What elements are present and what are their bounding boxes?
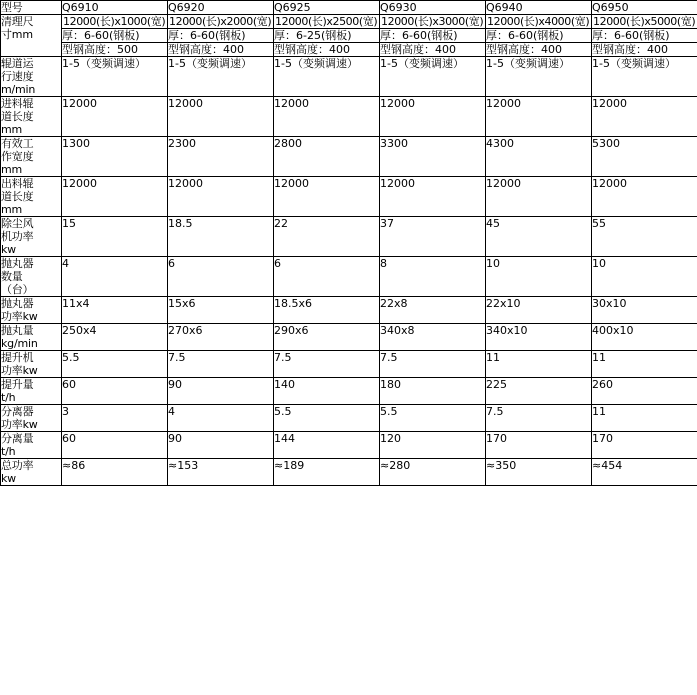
row-label-unit: 功率kw bbox=[1, 364, 38, 377]
cell-value: 4 bbox=[168, 405, 274, 432]
table-row bbox=[1, 459, 697, 486]
row-label-line: 分离器 bbox=[1, 405, 34, 418]
cell-value: 250x4 bbox=[62, 324, 168, 351]
cell-value: 5300 bbox=[592, 137, 697, 177]
row-label-unit: （台） bbox=[1, 283, 34, 296]
cell-value: 12000 bbox=[62, 97, 168, 137]
cell-value: 37 bbox=[380, 217, 486, 257]
table-row bbox=[1, 432, 697, 459]
cell-value: 6 bbox=[274, 257, 380, 297]
row-label-total-power bbox=[1, 459, 62, 486]
cell-value: 22x8 bbox=[380, 297, 486, 324]
cell-value: 225 bbox=[486, 378, 592, 405]
cell-value: 2300 bbox=[168, 137, 274, 177]
row-label-outfeed-roller-length bbox=[1, 177, 62, 217]
cell-value: 140 bbox=[274, 378, 380, 405]
cell-value: 3300 bbox=[380, 137, 486, 177]
table-row bbox=[1, 97, 697, 137]
header-label: Q6950 bbox=[592, 1, 629, 14]
cell-value: 340x10 bbox=[486, 324, 592, 351]
cell-value: 260 bbox=[592, 378, 697, 405]
cell-value: 5.5 bbox=[62, 351, 168, 378]
cell-value: 厚：6-25(钢板) bbox=[274, 29, 380, 43]
cell-value: 5.5 bbox=[380, 405, 486, 432]
cell-value: ≈454 bbox=[592, 459, 697, 486]
table-row bbox=[1, 137, 697, 177]
cell-value: 11 bbox=[592, 405, 697, 432]
cell-value: 1300 bbox=[62, 137, 168, 177]
cell-value: 厚：6-60(钢板) bbox=[168, 29, 274, 43]
cell-value: 厚：6-60(钢板) bbox=[62, 29, 168, 43]
row-label-elevator-capacity bbox=[1, 378, 62, 405]
cell-value: 7.5 bbox=[168, 351, 274, 378]
row-label-separator-capacity bbox=[1, 432, 62, 459]
row-label-line: 除尘风 bbox=[1, 217, 34, 230]
header-label: 型号 bbox=[1, 1, 23, 14]
cell-value: 12000 bbox=[274, 97, 380, 137]
cell-value: 12000(长)x5000(宽) bbox=[592, 15, 697, 29]
row-label-line: 出料辊 bbox=[1, 177, 34, 190]
cell-value: 12000 bbox=[380, 177, 486, 217]
cell-value: 型钢高度：500 bbox=[62, 43, 168, 57]
cell-value: 15x6 bbox=[168, 297, 274, 324]
cell-value: 型钢高度：400 bbox=[274, 43, 380, 57]
cell-value: 340x8 bbox=[380, 324, 486, 351]
cell-value: 45 bbox=[486, 217, 592, 257]
header-cell-q6910 bbox=[62, 1, 168, 15]
table-row bbox=[1, 15, 697, 29]
cell-value: 型钢高度：400 bbox=[486, 43, 592, 57]
cell-value: 90 bbox=[168, 432, 274, 459]
row-label-infeed-roller-length bbox=[1, 97, 62, 137]
row-label-shot-throw-rate bbox=[1, 324, 62, 351]
cell-value: 12000(长)x2000(宽) bbox=[168, 15, 274, 29]
cell-value: 11 bbox=[592, 351, 697, 378]
cell-value: 12000(长)x1000(宽) bbox=[62, 15, 168, 29]
row-label-line: 总功率 bbox=[1, 459, 34, 472]
cell-value: 180 bbox=[380, 378, 486, 405]
cell-value: 型钢高度：400 bbox=[380, 43, 486, 57]
header-label: Q6940 bbox=[486, 1, 523, 14]
cell-value: 12000(长)x2500(宽) bbox=[274, 15, 380, 29]
cell-value: 12000 bbox=[486, 177, 592, 217]
table-row bbox=[1, 405, 697, 432]
cell-value: 1-5（变频调速） bbox=[592, 57, 697, 97]
table-header-row bbox=[1, 1, 697, 15]
cell-value: 3 bbox=[62, 405, 168, 432]
row-label-line: 辊道运 bbox=[1, 57, 34, 70]
cell-value: 22 bbox=[274, 217, 380, 257]
cell-value: 60 bbox=[62, 432, 168, 459]
row-label-line: 道长度 bbox=[1, 190, 34, 203]
row-label-line: 提升机 bbox=[1, 351, 34, 364]
row-label-line: 抛丸器 bbox=[1, 297, 34, 310]
cell-value: 1-5（变频调速） bbox=[380, 57, 486, 97]
row-label-unit: kg/min bbox=[1, 337, 38, 350]
row-label-unit: t/h bbox=[1, 391, 16, 404]
row-label-unit: mm bbox=[1, 123, 23, 136]
table-body bbox=[1, 1, 697, 486]
row-label-unit: mm bbox=[1, 203, 23, 216]
row-label-line: 提升量 bbox=[1, 378, 34, 391]
table-row bbox=[1, 29, 697, 43]
table-row bbox=[1, 297, 697, 324]
table-row bbox=[1, 57, 697, 97]
row-label-line: 进料辊 bbox=[1, 97, 34, 110]
cell-value: 7.5 bbox=[274, 351, 380, 378]
cell-value: 170 bbox=[486, 432, 592, 459]
row-label-line: 机功率 bbox=[1, 230, 34, 243]
cell-value: ≈350 bbox=[486, 459, 592, 486]
row-label-line: 清理尺 bbox=[1, 15, 34, 28]
cell-value: 12000 bbox=[168, 177, 274, 217]
cell-value: 270x6 bbox=[168, 324, 274, 351]
row-label-effective-width bbox=[1, 137, 62, 177]
table-row bbox=[1, 257, 697, 297]
cell-value: 型钢高度：400 bbox=[592, 43, 697, 57]
cell-value: 1-5（变频调速） bbox=[168, 57, 274, 97]
cell-value: 170 bbox=[592, 432, 697, 459]
table-row bbox=[1, 351, 697, 378]
cell-value: 90 bbox=[168, 378, 274, 405]
cell-value: 12000 bbox=[168, 97, 274, 137]
row-label-cleaning-size bbox=[1, 15, 62, 57]
row-label-line: 有效工 bbox=[1, 137, 34, 150]
row-label-line: 寸mm bbox=[1, 28, 33, 41]
cell-value: 144 bbox=[274, 432, 380, 459]
row-label-unit: 功率kw bbox=[1, 310, 38, 323]
row-label-line: 作宽度 bbox=[1, 150, 34, 163]
cell-value: 10 bbox=[486, 257, 592, 297]
header-cell-q6940 bbox=[486, 1, 592, 15]
header-label: Q6925 bbox=[274, 1, 311, 14]
cell-value: 400x10 bbox=[592, 324, 697, 351]
cell-value: 厚：6-60(钢板) bbox=[380, 29, 486, 43]
cell-value: ≈86 bbox=[62, 459, 168, 486]
header-label: Q6930 bbox=[380, 1, 417, 14]
header-cell-q6925 bbox=[274, 1, 380, 15]
row-label-line: 抛丸量 bbox=[1, 324, 34, 337]
cell-value: 1-5（变频调速） bbox=[62, 57, 168, 97]
row-label-unit: 功率kw bbox=[1, 418, 38, 431]
cell-value: 290x6 bbox=[274, 324, 380, 351]
row-label-unit: mm bbox=[1, 163, 23, 176]
cell-value: 12000 bbox=[380, 97, 486, 137]
cell-value: 18.5 bbox=[168, 217, 274, 257]
table-row bbox=[1, 324, 697, 351]
row-label-separator-power bbox=[1, 405, 62, 432]
cell-value: 15 bbox=[62, 217, 168, 257]
row-label-unit: m/min bbox=[1, 83, 36, 96]
cell-value: 12000 bbox=[592, 97, 697, 137]
cell-value: 18.5x6 bbox=[274, 297, 380, 324]
cell-value: 1-5（变频调速） bbox=[486, 57, 592, 97]
cell-value: 22x10 bbox=[486, 297, 592, 324]
cell-value: 11x4 bbox=[62, 297, 168, 324]
cell-value: 120 bbox=[380, 432, 486, 459]
header-label: Q6920 bbox=[168, 1, 205, 14]
cell-value: 7.5 bbox=[486, 405, 592, 432]
header-cell-q6950 bbox=[592, 1, 697, 15]
row-label-line: 数量 bbox=[1, 270, 23, 283]
cell-value: 厚：6-60(钢板) bbox=[486, 29, 592, 43]
cell-value: ≈153 bbox=[168, 459, 274, 486]
cell-value: 12000(长)x4000(宽) bbox=[486, 15, 592, 29]
table-row bbox=[1, 43, 697, 57]
cell-value: 型钢高度：400 bbox=[168, 43, 274, 57]
cell-value: 30x10 bbox=[592, 297, 697, 324]
row-label-line: 道长度 bbox=[1, 110, 34, 123]
header-label: Q6910 bbox=[62, 1, 99, 14]
cell-value: 60 bbox=[62, 378, 168, 405]
row-label-line: 分离量 bbox=[1, 432, 34, 445]
row-label-unit: kw bbox=[1, 243, 16, 256]
row-label-dust-fan-power bbox=[1, 217, 62, 257]
table-row bbox=[1, 177, 697, 217]
cell-value: 12000 bbox=[592, 177, 697, 217]
cell-value: 12000 bbox=[62, 177, 168, 217]
row-label-elevator-power bbox=[1, 351, 62, 378]
header-cell-q6920 bbox=[168, 1, 274, 15]
cell-value: 10 bbox=[592, 257, 697, 297]
cell-value: ≈280 bbox=[380, 459, 486, 486]
row-label-blast-wheel-power bbox=[1, 297, 62, 324]
cell-value: 6 bbox=[168, 257, 274, 297]
cell-value: ≈189 bbox=[274, 459, 380, 486]
cell-value: 12000(长)x3000(宽) bbox=[380, 15, 486, 29]
row-label-roller-speed bbox=[1, 57, 62, 97]
row-label-blast-wheel-count bbox=[1, 257, 62, 297]
cell-value: 8 bbox=[380, 257, 486, 297]
cell-value: 7.5 bbox=[380, 351, 486, 378]
header-cell-q6930 bbox=[380, 1, 486, 15]
cell-value: 4 bbox=[62, 257, 168, 297]
cell-value: 4300 bbox=[486, 137, 592, 177]
table-row bbox=[1, 217, 697, 257]
cell-value: 5.5 bbox=[274, 405, 380, 432]
row-label-line: 抛丸器 bbox=[1, 257, 34, 270]
header-cell-model bbox=[1, 1, 62, 15]
cell-value: 1-5（变频调速） bbox=[274, 57, 380, 97]
cell-value: 厚：6-60(钢板) bbox=[592, 29, 697, 43]
table-row bbox=[1, 378, 697, 405]
row-label-line: 行速度 bbox=[1, 70, 34, 83]
row-label-unit: kw bbox=[1, 472, 16, 485]
cell-value: 12000 bbox=[274, 177, 380, 217]
cell-value: 12000 bbox=[486, 97, 592, 137]
cell-value: 11 bbox=[486, 351, 592, 378]
row-label-unit: t/h bbox=[1, 445, 16, 458]
cell-value: 2800 bbox=[274, 137, 380, 177]
cell-value: 55 bbox=[592, 217, 697, 257]
